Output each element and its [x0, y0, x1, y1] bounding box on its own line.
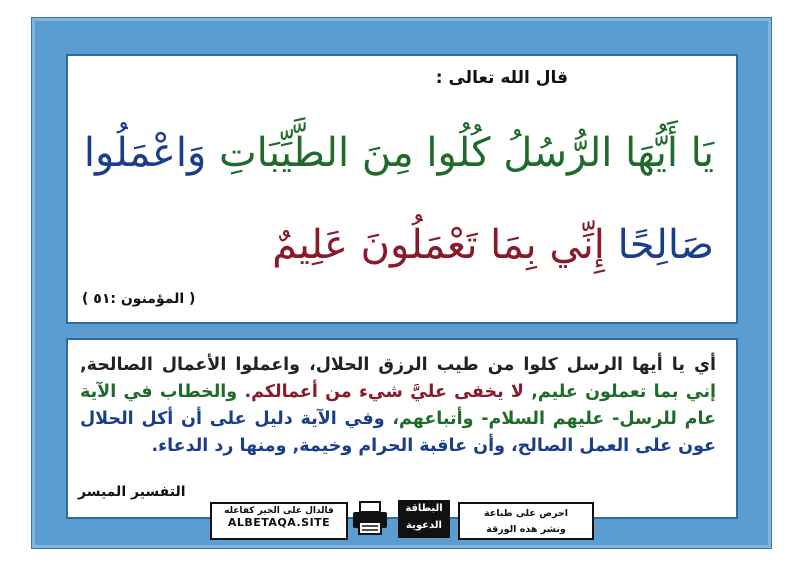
footer-print-line-1: احرص على طباعة	[483, 508, 569, 519]
tafsir-part: لا يخفى عليَّ شيء من أعمالكم.	[244, 382, 524, 402]
tafsir-text	[80, 352, 716, 460]
verse-line-1	[84, 130, 714, 176]
section-divider	[66, 322, 738, 340]
printer-icon	[350, 500, 390, 538]
tafsir-part: وفي الآية دليل على أن أكل الحلال عون على العمل الصالح، وأن عاقبة الحرام وخيمة, ومنها رد الدعاء.	[80, 409, 716, 456]
logo-icon: البطاقة الدعوية	[398, 500, 450, 538]
footer-print-box	[458, 502, 594, 540]
verse-phrase: وَاعْمَلُوا	[83, 130, 207, 176]
verse-phrase: إِنِّي بِمَا تَعْمَلُونَ عَلِيمٌ	[272, 222, 605, 268]
footer-motto: فالدال على الخير كفاعله	[224, 506, 334, 516]
tafsir-part: إني بما تعملون عليم,	[531, 382, 717, 402]
tafsir-part: أي يا أيها الرسل كلوا من طيب الرزق الحلال، واعملوا الأعمال الصالحة,	[80, 355, 716, 375]
footer-site-url: ALBETAQA.SITE	[227, 516, 331, 529]
tafsir-part: والخطاب في الآية عام للرسل- عليهم السلام- وأتباعهم،	[80, 382, 716, 429]
verse-line-2	[272, 222, 714, 268]
verse-phrase: كُلُوا مِنَ الطَّيِّبَاتِ	[219, 130, 491, 176]
footer-print-line-2: ونشر هذه الورقة	[486, 524, 566, 535]
footer-site-box	[210, 502, 348, 540]
source-label: التفسير الميسر	[78, 484, 186, 500]
verse-intro: قال الله تعالى :	[435, 68, 568, 88]
verse-phrase: صَالِحًا	[617, 222, 714, 268]
verse-reference: ( المؤمنون :٥١ )	[82, 291, 196, 307]
verse-phrase: يَا أَيُّهَا الرُّسُلُ	[503, 130, 714, 176]
